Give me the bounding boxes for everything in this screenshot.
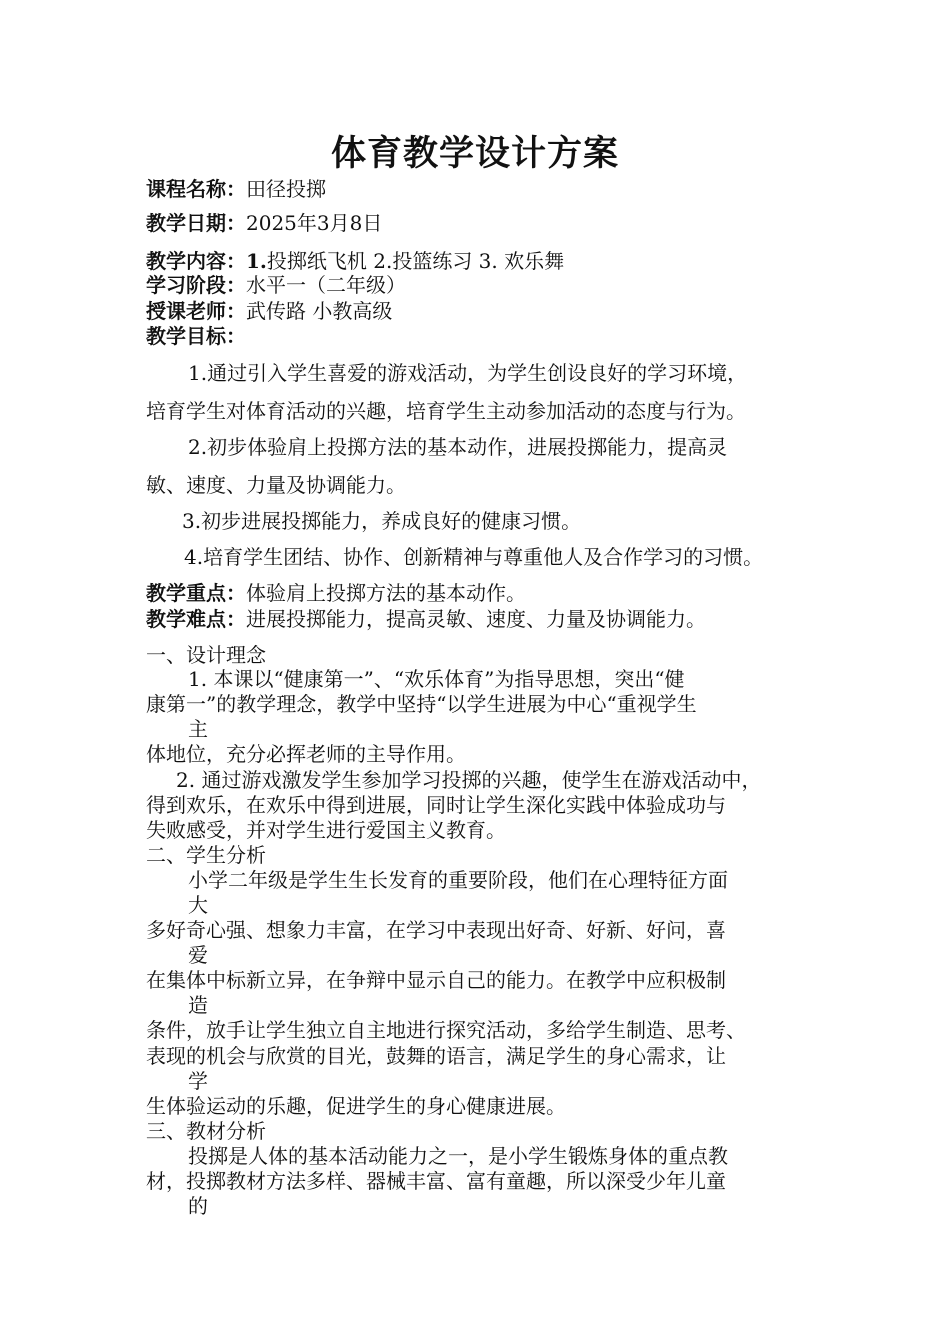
paragraph-line: 1. 本课以“健康第一”、“欢乐体育”为指导思想，突出“健 bbox=[188, 667, 685, 691]
goal-line: 培育学生对体育活动的兴趣，培育学生主动参加活动的态度与行为。 bbox=[146, 399, 746, 423]
course-label: 课程名称： bbox=[146, 177, 246, 201]
paragraph-line: 小学二年级是学生生长发育的重要阶段，他们在心理特征方面 bbox=[188, 868, 728, 892]
paragraph-line: 多好奇心强、想象力丰富，在学习中表现出好奇、好新、好问，喜 bbox=[146, 918, 726, 942]
focus-row bbox=[146, 580, 526, 606]
course-value: 田径投掷 bbox=[246, 177, 326, 201]
content-num: 1. bbox=[246, 249, 267, 273]
focus-value: 体验肩上投掷方法的基本动作。 bbox=[246, 581, 526, 605]
paragraph-line: 主 bbox=[188, 717, 208, 741]
teacher-row bbox=[146, 298, 392, 324]
paragraph-line: 2. 通过游戏激发学生参加学习投掷的兴趣，使学生在游戏活动中， bbox=[176, 768, 762, 792]
date-row bbox=[146, 210, 382, 236]
goals-label: 教学目标： bbox=[146, 324, 246, 348]
paragraph-line: 得到欢乐，在欢乐中得到进展，同时让学生深化实践中体验成功与 bbox=[146, 793, 726, 817]
teacher-label: 授课老师： bbox=[146, 299, 246, 323]
paragraph-line: 在集体中标新立异，在争辩中显示自己的能力。在教学中应积极制 bbox=[146, 968, 726, 992]
goal-line: 1.通过引入学生喜爱的游戏活动，为学生创设良好的学习环境， bbox=[188, 361, 748, 385]
content-label: 教学内容： bbox=[146, 249, 246, 273]
difficulty-label: 教学难点： bbox=[146, 607, 246, 631]
paragraph-line: 投掷是人体的基本活动能力之一，是小学生锻炼身体的重点教 bbox=[188, 1144, 728, 1168]
focus-label: 教学重点： bbox=[146, 581, 246, 605]
paragraph-line: 康第一”的教学理念，教学中坚持“以学生进展为中心“重视学生 bbox=[146, 692, 697, 716]
paragraph-line: 爱 bbox=[188, 943, 208, 967]
stage-label: 学习阶段： bbox=[146, 273, 246, 297]
goal-line: 2.初步体验肩上投掷方法的基本动作，进展投掷能力，提高灵 bbox=[188, 435, 728, 459]
section-heading: 三、教材分析 bbox=[146, 1119, 266, 1143]
teacher-value: 武传路 小教高级 bbox=[246, 299, 393, 323]
content-row bbox=[146, 248, 564, 274]
goal-line: 3.初步进展投掷能力，养成良好的健康习惯。 bbox=[182, 509, 582, 533]
paragraph-line: 材，投掷教材方法多样、器械丰富、富有童趣，所以深受少年儿童 bbox=[146, 1169, 726, 1193]
paragraph-line: 条件，放手让学生独立自主地进行探究活动，多给学生制造、思考、 bbox=[146, 1018, 746, 1042]
difficulty-row bbox=[146, 606, 706, 632]
section-heading: 一、设计理念 bbox=[146, 643, 266, 667]
goal-line: 敏、速度、力量及协调能力。 bbox=[146, 473, 406, 497]
content-value: 投掷纸飞机 2.投篮练习 3. 欢乐舞 bbox=[266, 249, 565, 273]
paragraph-line: 的 bbox=[188, 1194, 208, 1218]
paragraph-line: 失败感受，并对学生进行爱国主义教育。 bbox=[146, 818, 506, 842]
stage-row bbox=[146, 272, 406, 298]
goal-line: 4.培育学生团结、协作、创新精神与尊重他人及合作学习的习惯。 bbox=[184, 545, 764, 569]
stage-value: 水平一（二年级） bbox=[246, 273, 406, 297]
page-title: 体育教学设计方案 bbox=[330, 134, 619, 174]
difficulty-value: 进展投掷能力，提高灵敏、速度、力量及协调能力。 bbox=[246, 607, 706, 631]
goals-heading bbox=[146, 323, 246, 349]
course-row bbox=[146, 176, 326, 202]
paragraph-line: 造 bbox=[188, 993, 208, 1017]
paragraph-line: 大 bbox=[188, 893, 208, 917]
paragraph-line: 学 bbox=[188, 1069, 208, 1093]
paragraph-line: 生体验运动的乐趣，促进学生的身心健康进展。 bbox=[146, 1094, 566, 1118]
date-label: 教学日期： bbox=[146, 211, 246, 235]
paragraph-line: 体地位，充分必挥老师的主导作用。 bbox=[146, 742, 466, 766]
section-heading: 二、学生分析 bbox=[146, 843, 266, 867]
paragraph-line: 表现的机会与欣赏的目光，鼓舞的语言，满足学生的身心需求，让 bbox=[146, 1044, 726, 1068]
date-value: 2025年3月8日 bbox=[246, 211, 383, 235]
